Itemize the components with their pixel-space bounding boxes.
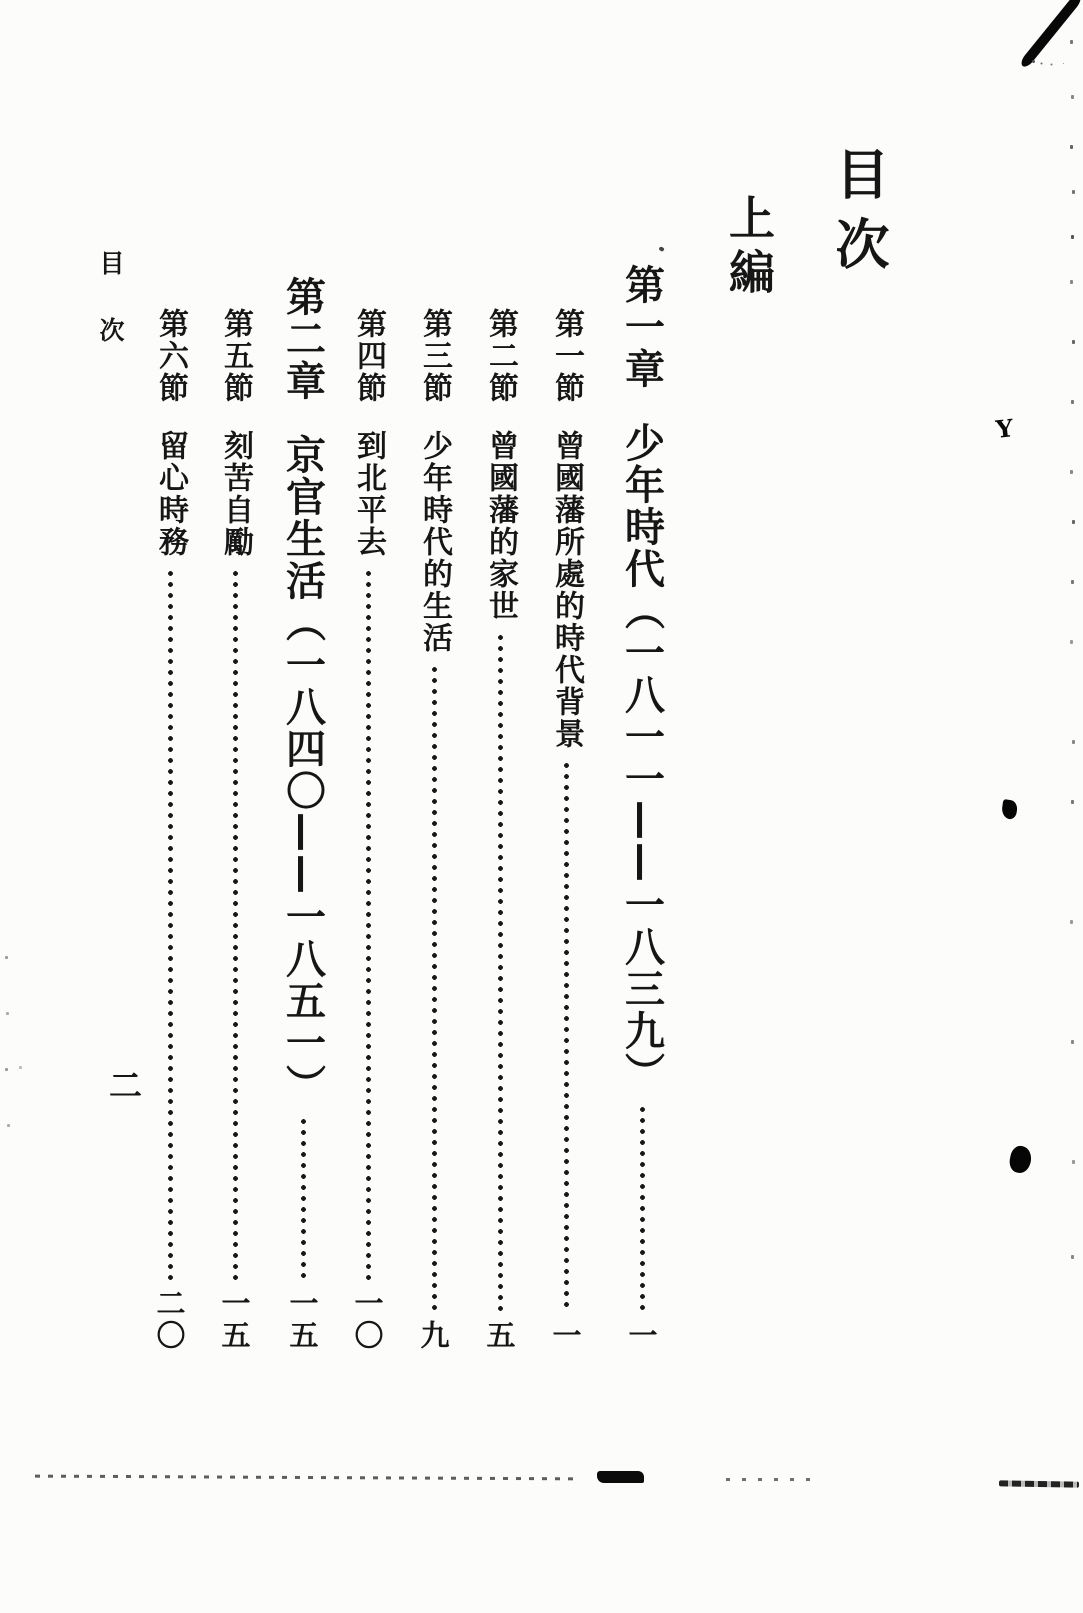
entry-label: 第一節 (549, 308, 584, 404)
entry-title: 刻苦自勵 (218, 430, 253, 558)
dot-leader (232, 568, 239, 1280)
ink-speck (658, 246, 664, 252)
dot-leader (639, 1104, 646, 1312)
page-title: 目次 (827, 146, 890, 286)
entry-label: 第一章 (618, 264, 665, 390)
entry-page-number: 一 (548, 1320, 583, 1352)
volume-header: 上編 (722, 194, 776, 302)
toc-entry-section-5 (215, 308, 255, 1352)
entry-title: 少年時代的生活 (417, 430, 452, 654)
entry-title: 曾國藩的家世 (483, 430, 518, 622)
entry-title: 曾國藩所處的時代背景 (549, 430, 584, 750)
dot-leader (497, 632, 504, 1312)
ink-blob (1001, 799, 1018, 820)
scan-edge-specks (1070, 40, 1073, 44)
folio-number: 二 (104, 1068, 143, 1101)
entry-title: 留心時務 (153, 430, 188, 558)
dot-leader (563, 760, 570, 1312)
entry-label: 第四節 (351, 308, 386, 404)
toc-entry-section-6 (150, 308, 190, 1352)
toc-entry-section-2 (480, 308, 520, 1352)
entry-page-number: 一五 (217, 1288, 252, 1352)
scan-noise-line (999, 1480, 1079, 1487)
entry-label: 第五節 (218, 308, 253, 404)
entry-page-number: 一 (624, 1320, 659, 1352)
ink-stroke-mark (1019, 0, 1083, 69)
entry-page-number: 二〇 (152, 1288, 187, 1352)
ink-specks (1032, 60, 1035, 63)
toc-entry-chapter-2 (279, 276, 327, 1352)
toc-entry-section-3 (414, 308, 454, 1352)
entry-label: 第六節 (153, 308, 188, 404)
scan-noise-line (726, 1478, 818, 1481)
scan-noise-blob (597, 1471, 644, 1483)
entry-title: 京官生活（一八四〇——一八五一） (279, 434, 326, 1106)
entry-page-number: 一五 (285, 1288, 320, 1352)
y-shaped-ink-mark: Y (994, 413, 1015, 444)
entry-title: 少年時代（一八一一——一八三九） (618, 422, 665, 1094)
entry-title: 到北平去 (351, 430, 386, 558)
dot-leader (300, 1116, 307, 1280)
dot-leader (167, 568, 174, 1280)
scan-noise-line (35, 1475, 580, 1481)
entry-label: 第二節 (483, 308, 518, 404)
toc-entry-chapter-1 (618, 264, 666, 1352)
dot-leader (431, 664, 438, 1312)
dot-leader (365, 568, 372, 1280)
entry-page-number: 五 (482, 1320, 517, 1352)
scan-edge-specks (5, 956, 8, 959)
toc-entry-section-4 (348, 308, 388, 1352)
entry-page-number: 一〇 (350, 1288, 385, 1352)
entry-label: 第二章 (279, 276, 326, 402)
running-header: 目次 (96, 250, 125, 384)
toc-entry-section-1 (546, 308, 586, 1352)
entry-label: 第三節 (417, 308, 452, 404)
entry-page-number: 九 (416, 1320, 451, 1352)
ink-blob (1007, 1144, 1033, 1175)
